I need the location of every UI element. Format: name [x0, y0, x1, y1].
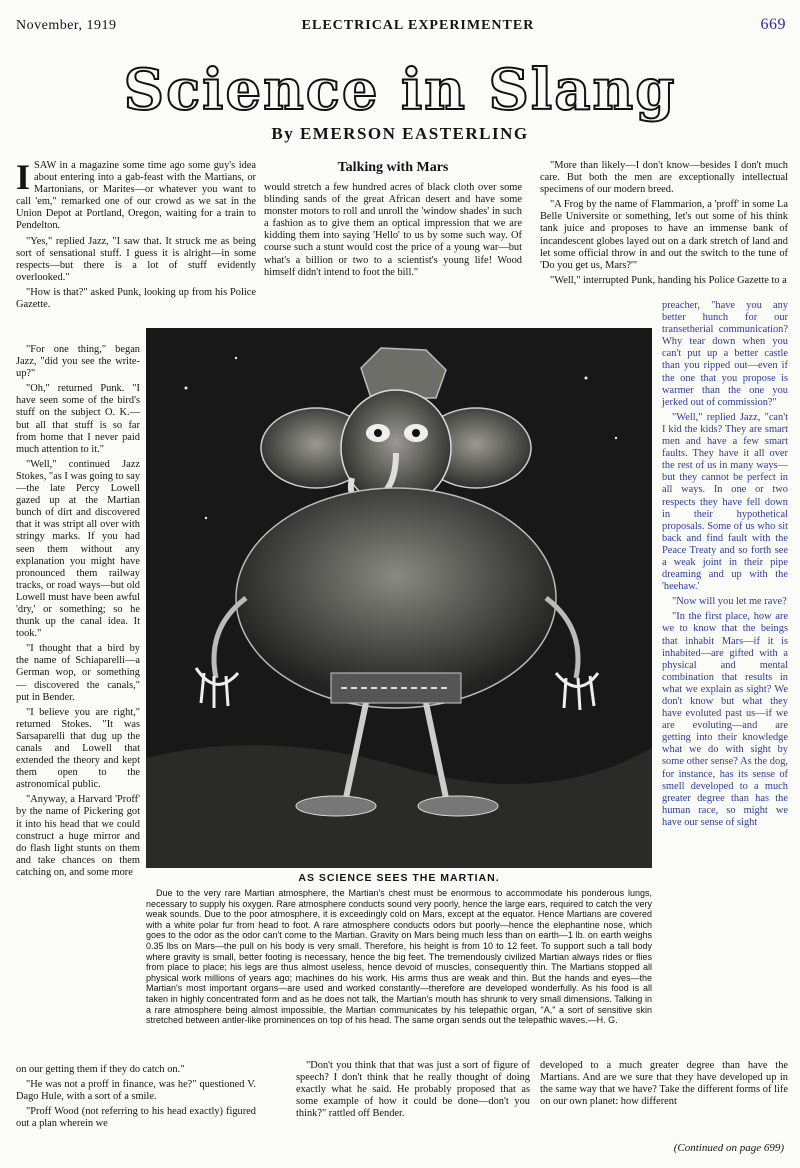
paragraph: "Yes," replied Jazz, "I saw that. It struck me as being sort of sensational stuff. I guess it is alright—in some respects—but there is a lot of stuff evidently overlooked."	[16, 235, 256, 283]
section-subhead: Talking with Mars	[337, 160, 449, 175]
paragraph: "A Frog by the name of Flammarion, a 'proff' in some La Belle Universite or something, let's out some of his think tank juice and proposes to have an immense bank of incandescent globes layed out on a dark stretch of land and let some official throw in and out the switch to the tune of 'Do you get us, Mars?'"	[540, 199, 788, 271]
page-number: 669	[760, 16, 786, 33]
paragraph: ISAW in a magazine some time ago some guy's idea about entering into a gab-feast with the Martians, or Martonians, or Marites—or whatever you want to call 'em," remarked one of our crowd as we sat in the Union Depot at Portland, Oregon, waiting for a train to Pendelton.	[16, 157, 256, 232]
paragraph: "Oh," returned Punk. "I have seen some of the bird's stuff on the subject O. K.—but all that stuff is so far from home that I never paid much attention to it."	[16, 383, 140, 455]
magazine-name: ELECTRICAL EXPERIMENTER	[301, 18, 535, 33]
paragraph: "In the first place, how are we to know that the beings that inhabit Mars—if it is inhabited—are gifted with a physical and mental combination that results in what we explain as sight? We don't know but what they have evoluted past us—if we are evoluting—and are getting into their knowledge what we do with sight by some other sense? As the dog, for instance, has its sense of smell developed to a much greater degree than has the human race, so might we have our sense of sight	[662, 611, 788, 828]
continued-note: (Continued on page 699)	[673, 1142, 784, 1154]
column-2-bottom	[296, 1060, 530, 1123]
column-1-top	[16, 157, 256, 314]
paragraph: on our getting them if they do catch on."	[16, 1064, 185, 1075]
column-3-top	[540, 160, 788, 290]
paragraph: "Anyway, a Harvard 'Proff' by the name of Pickering got it into his head that we could construct a huge mirror and do flash light stunts on them and take chances on them catching on, and some more	[16, 794, 140, 878]
paragraph: preacher, "have you any better hunch for our transetherial communication? Why tear down when you can't put up a better castle than you ripped out—even if the one that you propose is warmer than the one you jerked out of commission?"	[662, 300, 788, 408]
figure-caption-body: Due to the very rare Martian atmosphere, the Martian's chest must be enormous to accommodate his ponderous lungs, necessary to supply his oxygen. Rare atmosphere conducts sound very poorly, hence the large ears, required to catch the very weak sounds. Due to the poor atmosphere, it is exceedingly cold on Mars, except at the equator. Hence Martians are covered with a white polar fur from head to foot. A rare atmosphere conducts odors but poorly—hence the elephantine nose, which goes to the odor as the odor can't come to the Martian. Gravity on Mars being much less than on earth—1 lb. on earth weighs 0.35 lbs on Mars—the pull on his body is very small. Therefore, his height is from 10 to 12 feet. To support such a tall body where gravity is small, better footing is necessary, hence the big feet. The tremendously civilized Martian always rides or flies from place to place; his legs are thus almost useless, hence devoid of muscles, consequently thin. The Martians stopped all physical work millions of years ago; machines do his work. His arms thus are weak and thin. But the hands and eyes—the Martian's most important organs—are used and worked constantly—therefore are developed wonderfully. As his food is all taken in highly concentrated form and as he does not talk, the Martian's mouth has shrunk to very small dimensions. Talking in a rare atmosphere being almost impossible, the Martian communicates by his telepathic organ, "A," a sort of sensitive skin stretched between antler-like prominences on top of his head. The same organ sends out the telepathic waves.—H. G.	[146, 888, 652, 1026]
paragraph: "Now will you let me rave?	[672, 596, 787, 608]
paragraph: "I believe you are right," returned Stokes. "It was Sarsaparelli that dug up the canals and Lowell that extended the theory and kept them open to the astronomical public.	[16, 706, 140, 791]
martian-illustration	[146, 328, 652, 868]
paragraph: "Don't you think that that was just a sort of figure of speech? I don't think that he really thought of doing exactly what he said. He probably proposed that as some example of how it could be done—don't you think?" rattled off Bender.	[296, 1060, 530, 1120]
issue-date: November, 1919	[16, 18, 117, 33]
figure-caption-title: AS SCIENCE SEES THE MARTIAN.	[298, 872, 500, 884]
column-1-bottom	[16, 1064, 256, 1133]
paragraph: "Proff Wood (not referring to his head exactly) figured out a plan wherein we	[16, 1106, 256, 1130]
paragraph: "Well," continued Jazz Stokes, "as I was going to say—the late Percy Lowell gazed up at the Martian bunch of dirt and discovered that it was stript all over with stringy marks. If you had seen them without any explanation you might have pronounced them railway tracks, or road ways—but old Lowell must have been awful 'dry,' or something; so he thunk up the canal idea. It took."	[16, 458, 141, 640]
article-byline: By EMERSON EASTERLING	[271, 124, 529, 143]
paragraph: "More than likely—I don't know—besides I don't much care. But both the men are exceptionally intellectual specimens of our modern breed.	[540, 160, 788, 196]
column-3-narrow	[662, 300, 788, 832]
column-1-narrow	[16, 344, 140, 882]
drop-cap: I	[16, 157, 31, 197]
paragraph: "Well," interrupted Punk, handing his Police Gazette to a	[550, 274, 787, 286]
paragraph: developed to a much greater degree than have the Martians. And are we sure that they have developed up in the same way that we have? Take the different forms of life on our own planet: how different	[540, 1060, 788, 1108]
paragraph: "For one thing," began Jazz, "did you see the write-up?"	[16, 344, 140, 380]
paragraph: "How is that?" asked Punk, looking up from his Police Gazette.	[16, 286, 256, 311]
paragraph: "Well," replied Jazz, "can't I kid the kids? They are smart men and have a few smart faults. They have it all over the rest of us in many ways—but they cannot be perfect in all ways. In one or two respects they have fell down in their hypothetical proposals. Some of us who sit back and find fault with the Peace Treaty and so forth see a weak joint in their pipe dreaming and up with the 'heehaw.'	[662, 411, 788, 593]
column-3-bottom	[540, 1060, 788, 1111]
article-title: Science in Slang	[123, 57, 677, 123]
martian-drawing-icon	[146, 328, 652, 868]
paragraph: would stretch a few hundred acres of black cloth over some blinding sands of the great African desert and have some monster motors to roll and unroll the 'window shades' in such a fashion as to give them an optical impression that we are kidding them into saying 'Hello' to us by some such way. Of course such a stunt would cost the price of a young war—but what's a billion or two to a scientist's young life! Wood himself didn't intend to foot the bill."	[264, 182, 522, 278]
paragraph: "He was not a proff in finance, was he?" questioned V. Dago Hule, with a sort of a smile.	[16, 1079, 256, 1103]
column-2-top	[264, 182, 522, 282]
paragraph: "I thought that a bird by the name of Schiaparelli—a German wop, or something — discovered the canals," put in Bender.	[16, 643, 140, 703]
